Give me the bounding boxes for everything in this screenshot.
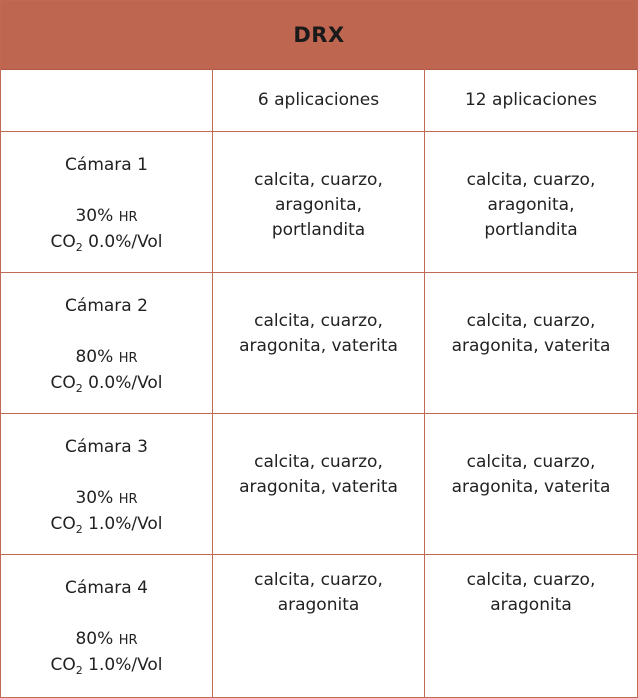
- humidity-line: [75, 627, 137, 653]
- result-line: calcita, cuarzo,: [466, 570, 596, 590]
- result-line: calcita, cuarzo,: [254, 570, 383, 590]
- humidity-value: 30%: [75, 488, 114, 508]
- header-cell-6-aplicaciones: [213, 70, 424, 131]
- result-line: aragonita,: [274, 195, 362, 215]
- result-cell: [425, 555, 637, 697]
- result-line: aragonita, vaterita: [451, 477, 611, 497]
- humidity-unit: HR: [118, 210, 138, 225]
- humidity-value: 80%: [75, 347, 114, 367]
- result-cell: [425, 132, 637, 272]
- result-line: calcita, cuarzo,: [466, 311, 596, 331]
- chamber-name: Cámara 4: [65, 578, 148, 598]
- humidity-line: [75, 204, 137, 230]
- co2-value: 0.0%/Vol: [88, 232, 163, 252]
- result-cell: [213, 273, 424, 413]
- result-cell: [213, 414, 424, 554]
- result-line: aragonita, vaterita: [239, 336, 398, 356]
- co2-line: [50, 230, 162, 255]
- result-line: aragonita, vaterita: [451, 336, 611, 356]
- humidity-unit: HR: [118, 351, 138, 366]
- co2-subscript: 2: [75, 382, 83, 395]
- result-line: calcita, cuarzo,: [466, 452, 596, 472]
- result-cell: [213, 132, 424, 272]
- humidity-unit: HR: [118, 492, 138, 507]
- header-cell-12-aplicaciones: [425, 70, 637, 131]
- co2-line: [50, 512, 162, 537]
- header-label: 12 aplicaciones: [464, 90, 597, 110]
- chamber-name: Cámara 2: [65, 296, 148, 316]
- co2-value: 1.0%/Vol: [88, 655, 163, 675]
- result-line: portlandita: [484, 220, 578, 240]
- result-cell: [425, 414, 637, 554]
- row-label-camara-3: [1, 414, 212, 554]
- result-line: calcita, cuarzo,: [466, 170, 596, 190]
- humidity-value: 30%: [75, 206, 114, 226]
- chamber-name: Cámara 3: [65, 437, 148, 457]
- result-cell: [425, 273, 637, 413]
- co2-value: 1.0%/Vol: [88, 514, 163, 534]
- co2-line: [50, 653, 162, 678]
- header-cell-empty: [1, 70, 212, 131]
- co2-prefix: CO: [50, 655, 76, 675]
- co2-subscript: 2: [75, 241, 83, 254]
- co2-value: 0.0%/Vol: [88, 373, 163, 393]
- humidity-line: [75, 345, 137, 371]
- header-label: 6 aplicaciones: [257, 90, 380, 110]
- chamber-name: Cámara 1: [65, 155, 148, 175]
- result-line: calcita, cuarzo,: [254, 170, 383, 190]
- co2-prefix: CO: [50, 373, 76, 393]
- result-cell: [213, 555, 424, 697]
- result-line: aragonita,: [487, 195, 575, 215]
- table-title: DRX: [293, 23, 345, 47]
- result-line: aragonita: [490, 595, 572, 615]
- result-line: calcita, cuarzo,: [254, 452, 383, 472]
- humidity-line: [75, 486, 137, 512]
- row-label-camara-4: [1, 555, 212, 697]
- co2-subscript: 2: [75, 523, 83, 536]
- humidity-unit: HR: [118, 633, 138, 648]
- result-line: aragonita: [277, 595, 360, 615]
- co2-line: [50, 371, 162, 396]
- result-line: portlandita: [271, 220, 366, 240]
- result-line: aragonita, vaterita: [239, 477, 398, 497]
- row-label-camara-2: [1, 273, 212, 413]
- row-label-camara-1: [1, 132, 212, 272]
- table-title-bar: [1, 1, 637, 70]
- co2-prefix: CO: [50, 514, 76, 534]
- result-line: calcita, cuarzo,: [254, 311, 383, 331]
- co2-subscript: 2: [75, 664, 83, 677]
- co2-prefix: CO: [50, 232, 76, 252]
- humidity-value: 80%: [75, 629, 114, 649]
